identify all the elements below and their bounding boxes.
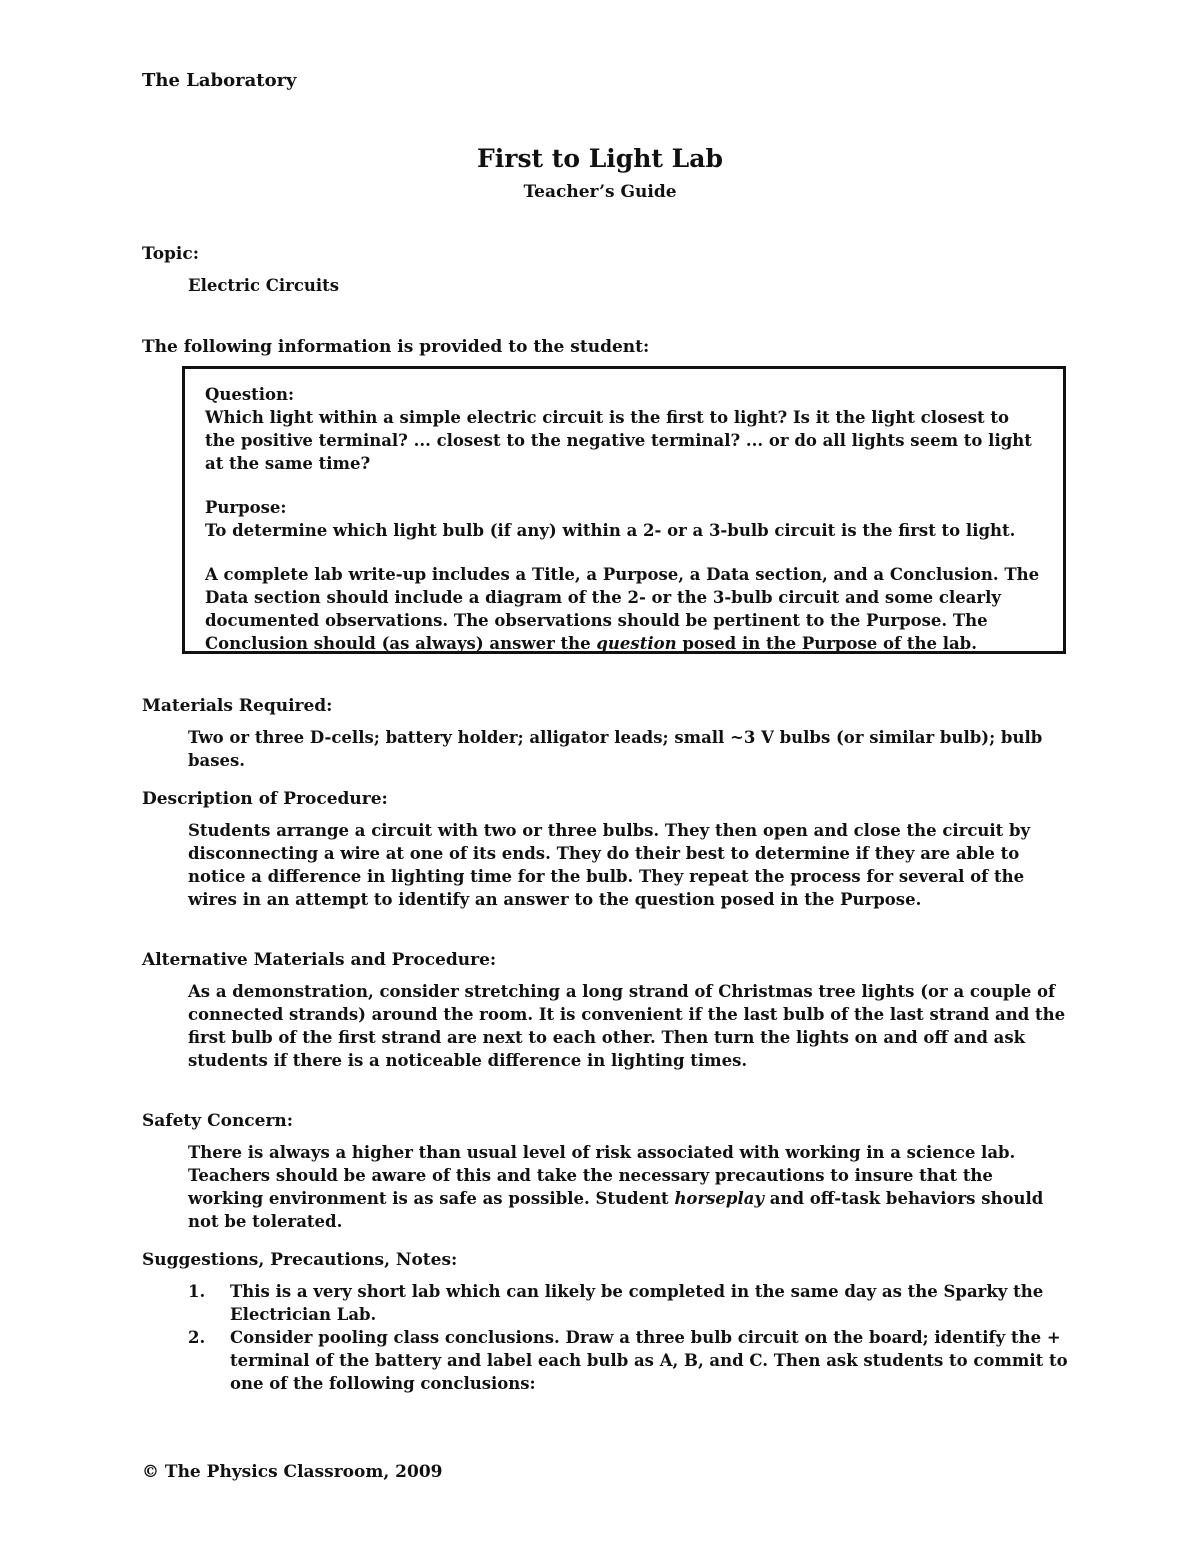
writeup-block <box>205 563 1043 655</box>
list-item-text: Consider pooling class conclusions. Draw a three bulb circuit on the board; identify the + terminal of the battery and label each bulb as A, B, and C. Then ask students to commit to one of the following conclusions: <box>230 1328 1068 1393</box>
safety-heading: Safety Concern: <box>142 1111 294 1131</box>
writeup-italic: question <box>596 634 677 653</box>
safety-text-italic: horseplay <box>674 1189 765 1208</box>
copyright-footer: © The Physics Classroom, 2009 <box>142 1462 443 1482</box>
student-info-box <box>182 366 1066 654</box>
purpose-label: Purpose: <box>205 498 287 517</box>
writeup-end: posed in the Purpose of the lab. <box>676 634 977 653</box>
list-item-number: 2. <box>188 1328 206 1347</box>
safety-text-start: There is always a higher than usual level of risk associated with working in a science lab. Teachers should be aware of this and take the necessary precautions to insure that the working environment is as safe as possible. Student <box>188 1143 1016 1208</box>
info-heading: The following information is provided to the student: <box>142 337 650 357</box>
safety-text <box>188 1141 1068 1233</box>
purpose-text: To determine which light bulb (if any) within a 2- or a 3-bulb circuit is the first to light. <box>205 521 1016 540</box>
question-text: Which light within a simple electric circuit is the first to light? Is it the light closest to the positive terminal? ... closest to the negative terminal? ... or do all lights seem to light at the same time? <box>205 408 1032 473</box>
materials-heading: Materials Required: <box>142 696 333 716</box>
question-label: Question: <box>205 385 295 404</box>
topic-text: Electric Circuits <box>188 276 340 295</box>
question-block <box>205 383 1043 475</box>
procedure-heading: Description of Procedure: <box>142 789 388 809</box>
alternative-text: As a demonstration, consider stretching a long strand of Christmas tree lights (or a couple of connected strands) around the room. It is convenient if the last bulb of the last strand and the first bulb of the first strand are next to each other. Then turn the lights on and off and ask students if there is a noticeable difference in lighting times. <box>188 982 1066 1070</box>
running-head: The Laboratory <box>142 70 297 91</box>
materials-text: Two or three D-cells; battery holder; alligator leads; small ~3 V bulbs (or similar bulb); bulb bases. <box>188 728 1043 770</box>
list-item <box>188 1280 1068 1326</box>
list-item-text: This is a very short lab which can likely be completed in the same day as the Sparky the Electrician Lab. <box>230 1282 1044 1324</box>
suggestions-list <box>188 1280 1068 1395</box>
list-item-number: 1. <box>188 1282 206 1301</box>
writeup-text: A complete lab write-up includes a Title, a Purpose, a Data section, and a Conclusion. The Data section should include a diagram of the 2- or the 3-bulb circuit and some clearly documented observations. The observations should be pertinent to the Purpose. The Conclusion should (as always) answer the <box>205 565 1040 653</box>
purpose-block <box>205 496 1043 542</box>
topic-heading: Topic: <box>142 244 200 264</box>
safety-text-end: and off-task behaviors should not be tolerated. <box>188 1189 1044 1231</box>
document-subtitle: Teacher’s Guide <box>523 182 677 202</box>
suggestions-heading: Suggestions, Precautions, Notes: <box>142 1250 458 1270</box>
document-title: First to Light Lab <box>477 144 723 173</box>
alternative-heading: Alternative Materials and Procedure: <box>142 950 497 970</box>
procedure-text: Students arrange a circuit with two or three bulbs. They then open and close the circuit by disconnecting a wire at one of its ends. They do their best to determine if they are able to notice a difference in lighting time for the bulb. They repeat the process for several of the wires in an attempt to identify an answer to the question posed in the Purpose. <box>188 821 1031 909</box>
list-item <box>188 1326 1068 1395</box>
